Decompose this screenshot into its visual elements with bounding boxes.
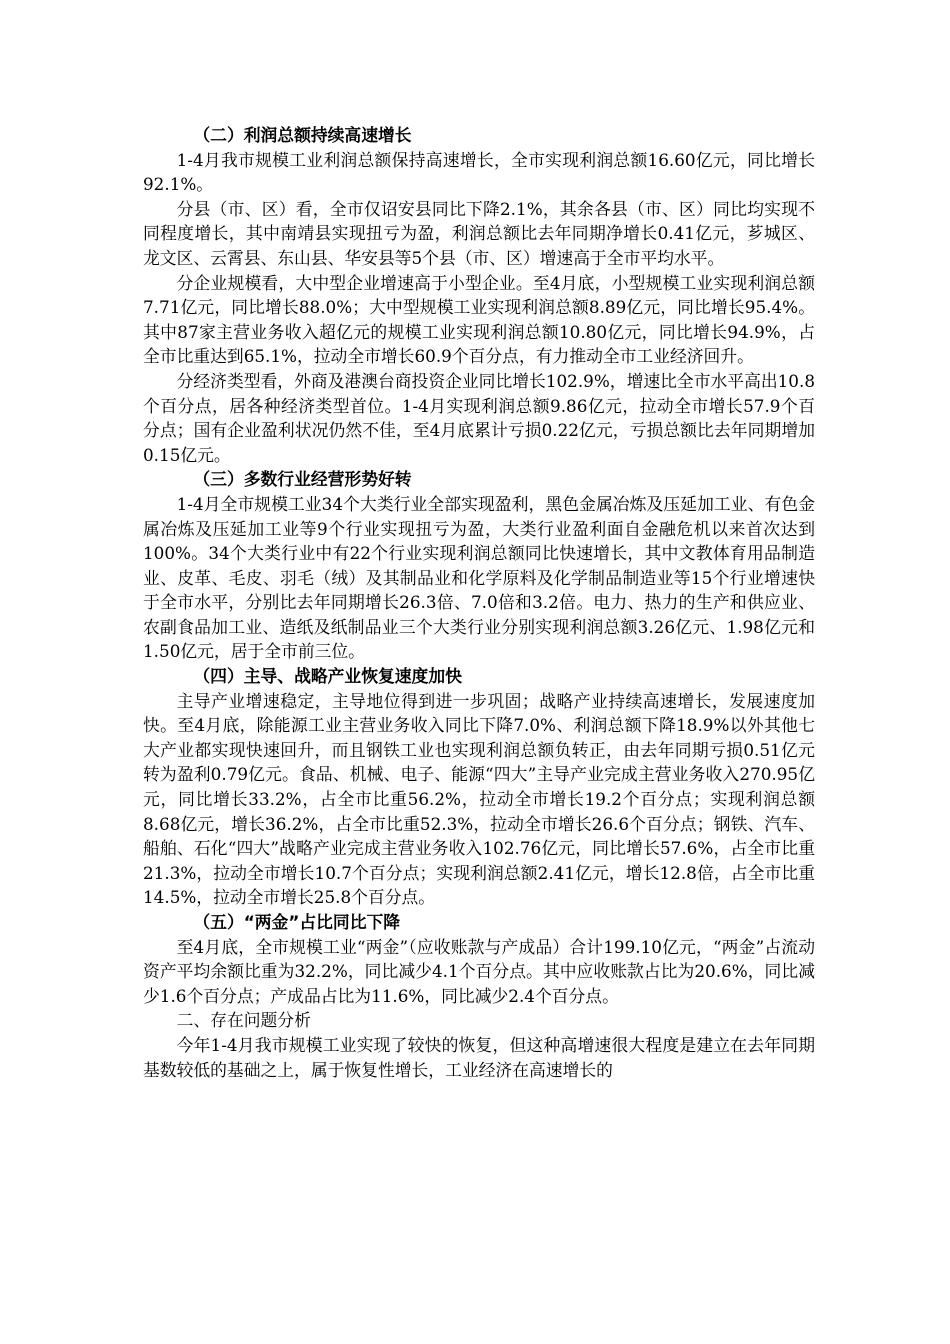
section-heading-two-funds: （五）“两金”占比同比下降	[193, 912, 401, 932]
section-heading-industries: （三）多数行业经营形势好转	[193, 469, 412, 490]
paragraph-profit-county: 分县（市、区）看，全市仅诏安县同比下降2.1%，其余各县（市、区）同比均实现不同程度增长，其中南靖县实现扭亏为盈，利润总额比去年同期净增长0.41亿元，芗城区、龙文区、云霄县、东山县、华安县等5个县（市、区）增速高于全市平均水平。	[143, 198, 815, 268]
paragraph-leading-industries: 主导产业增速稳定，主导地位得到进一步巩固；战略产业持续高速增长，发展速度加快。至4月底，除能源工业主营业务收入同比下降7.0%、利润总额下降18.9%以外其他七大产业都实现快速回升，而且钢铁工业也实现利润总额负转正，由去年同期亏损0.51亿元转为盈利0.79亿元。食品、机械、电子、能源“四大”主导产业完成主营业务收入270.95亿元，同比增长33.2%，占全市比重56.2%，拉动全市增长19.2个百分点；实现利润总额8.68亿元，增长36.2%，占全市比重52.3%，拉动全市增长26.6个百分点；钢铁、汽车、船舶、石化“四大”战略产业完成主营业务收入102.76亿元，同比增长57.6%，占全市比重21.3%，拉动全市增长10.7个百分点；实现利润总额2.41亿元，增长12.8倍，占全市比重14.5%，拉动全市增长25.8个百分点。	[143, 690, 815, 908]
paragraph-profit-total: 1-4月我市规模工业利润总额保持高速增长，全市实现利润总额16.60亿元，同比增长92.1%。	[143, 149, 815, 195]
document-page	[143, 123, 815, 1082]
paragraph-two-funds: 至4月底，全市规模工业“两金”（应收账款与产成品）合计199.10亿元，“两金”占流动资产平均余额比重为32.2%，同比减少4.1个百分点。其中应收账款占比为20.6%，同比减少1.6个百分点；产成品占比为11.6%，同比减少2.4个百分点。	[143, 936, 815, 1006]
part-title-problems: 二、存在问题分析	[176, 1010, 311, 1031]
paragraph-profit-ownership: 分经济类型看，外商及港澳台商投资企业同比增长102.9%，增速比全市水平高出10.8个百分点，居各种经济类型首位。1-4月实现利润总额9.86亿元，拉动全市增长57.9个百分点；国有企业盈利状况仍然不佳，至4月底累计亏损0.22亿元，亏损总额比去年同期增加0.15亿元。	[143, 370, 815, 465]
section-heading-leading-industries: （四）主导、战略产业恢复速度加快	[193, 666, 462, 687]
paragraph-industries: 1-4月全市规模工业34个大类行业全部实现盈利，黑色金属冶炼及压延加工业、有色金属冶炼及压延加工业等9个行业实现扭亏为盈，大类行业盈利面自金融危机以来首次达到100%。34个大类行业中有22个行业实现利润总额同比快速增长，其中文教体育用品制造业、皮革、毛皮、羽毛（绒）及其制品业和化学原料及化学制品制造业等15个行业增速快于全市水平，分别比去年同期增长26.3倍、7.0倍和3.2倍。电力、热力的生产和供应业、农副食品加工业、造纸及纸制品业三个大类行业分别实现利润总额3.26亿元、1.98亿元和1.50亿元，居于全市前三位。	[143, 493, 815, 662]
paragraph-profit-scale: 分企业规模看，大中型企业增速高于小型企业。至4月底，小型规模工业实现利润总额7.71亿元，同比增长88.0%；大中型规模工业实现利润总额8.89亿元，同比增长95.4%。其中87家主营业务收入超亿元的规模工业实现利润总额10.80亿元，同比增长94.9%，占全市比重达到65.1%，拉动全市增长60.9个百分点，有力推动全市工业经济回升。	[143, 272, 815, 367]
paragraph-problems: 今年1-4月我市规模工业实现了较快的恢复，但这种高增速很大程度是建立在去年同期基数较低的基础之上，属于恢复性增长，工业经济在高速增长的	[143, 1034, 815, 1080]
section-heading-profit: （二）利润总额持续高速增长	[193, 125, 412, 145]
